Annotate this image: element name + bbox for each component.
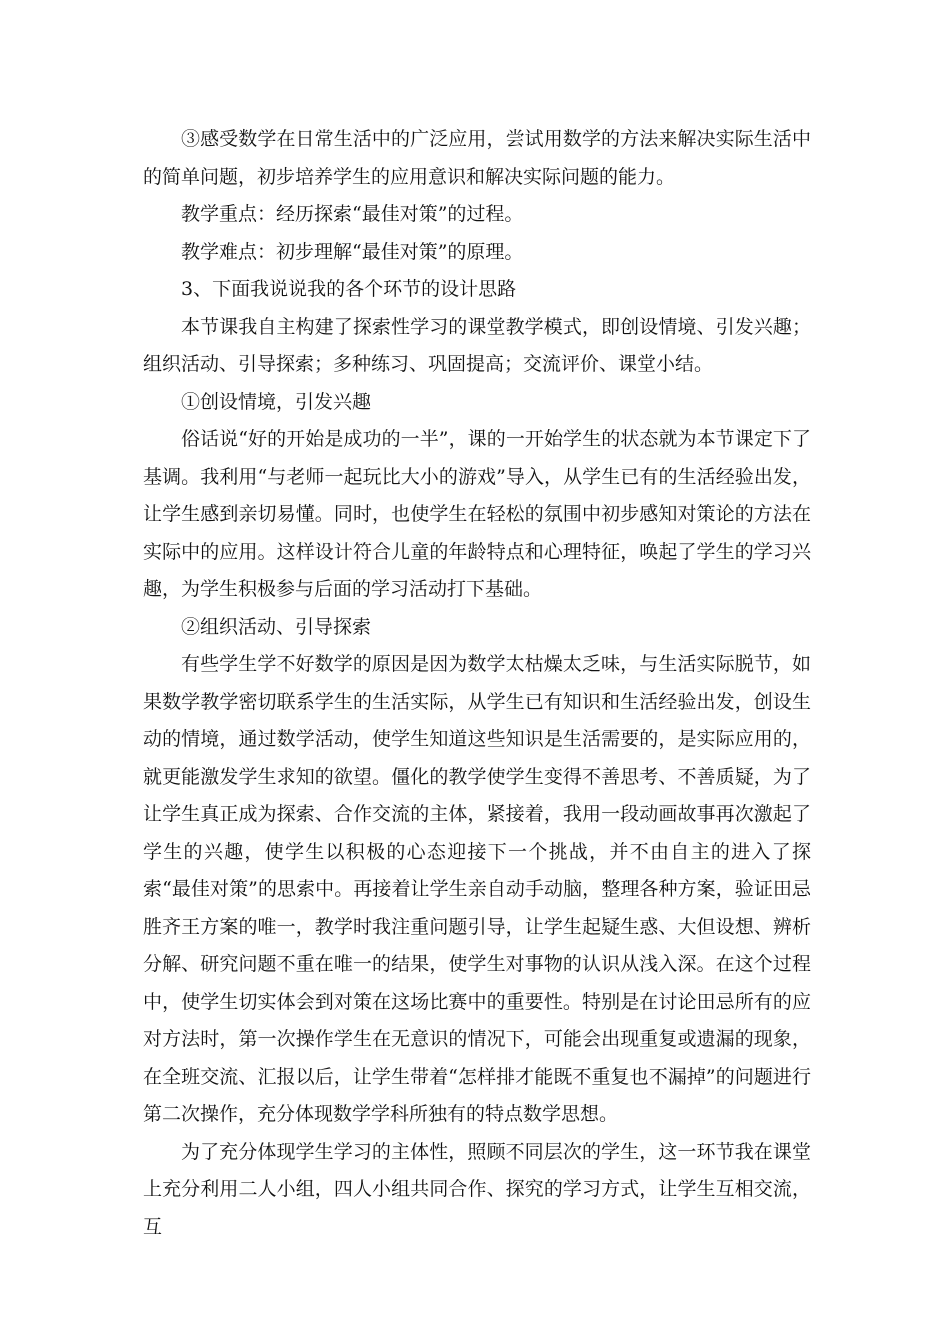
paragraph-student-subject: 为了充分体现学生学习的主体性，照顾不同层次的学生，这一环节我在课堂上充分利用二人小组，四人小组共同合作、探究的学习方式，让学生互相交流，互 <box>143 1140 811 1238</box>
document-body <box>143 121 811 1246</box>
paragraph-teaching-model: 本节课我自主构建了探索性学习的课堂教学模式，即创设情境、引发兴趣；组织活动、引导探索；多种练习、巩固提高；交流评价、课堂小结。 <box>143 315 811 375</box>
paragraph-difficulty: 教学难点：初步理解“最佳对策”的原理。 <box>181 240 524 263</box>
paragraph-key-point: 教学重点：经历探索“最佳对策”的过程。 <box>181 203 524 225</box>
paragraph-organize-activity: 有些学生学不好数学的原因是因为数学太枯燥太乏味，与生活实际脱节，如果数学教学密切联系学生的生活实际，从学生已有知识和生活经验出发，创设生动的情境，通过数学活动，使学生知道这些知识是生活需要的，是实际应用的，就更能激发学生求知的欲望。僵化的教学使学生变得不善思考、不善质疑，为了让学生真正成为探索、合作交流的主体，紧接着，我用一段动画故事再次激起了学生的兴趣，使学生以积极的心态迎接下一个挑战，并不由自主的进入了探索“最佳对策”的思索中。再接着让学生亲自动手动脑，整理各种方案，验证田忌胜齐王方案的唯一，教学时我注重问题引导，让学生起疑生惑、大但设想、辨析分解、研究问题不重在唯一的结果，使学生对事物的认识从浅入深。在这个过程中，使学生切实体会到对策在这场比赛中的重要性。特别是在讨论田忌所有的应对方法时，第一次操作学生在无意识的情况下，可能会出现重复或遗漏的现象，在全班交流、汇报以后，让学生带着“怎样排才能既不重复也不漏掉”的问题进行第二次操作，充分体现数学学科所独有的特点数学思想。 <box>143 653 811 1125</box>
paragraph-create-situation: 俗话说“好的开始是成功的一半”，课的一开始学生的状态就为本节课定下了基调。我利用“与老师一起玩比大小的游戏”导入，从学生已有的生活经验出发，让学生感到亲切易懂。同时，也使学生在轻松的氛围中初步感知对策论的方法在实际中的应用。这样设计符合儿童的年龄特点和心理特征，唤起了学生的学习兴趣，为学生积极参与后面的学习活动打下基础。 <box>143 428 811 600</box>
subheading-create-situation: ①创设情境，引发兴趣 <box>181 390 372 413</box>
section-heading-design: 3、下面我说说我的各个环节的设计思路 <box>181 278 517 300</box>
subheading-organize-activity: ②组织活动、引导探索 <box>181 615 372 638</box>
paragraph-objective-3: ③感受数学在日常生活中的广泛应用，尝试用数学的方法来解决实际生活中的简单问题，初步培养学生的应用意识和解决实际问题的能力。 <box>143 128 811 188</box>
